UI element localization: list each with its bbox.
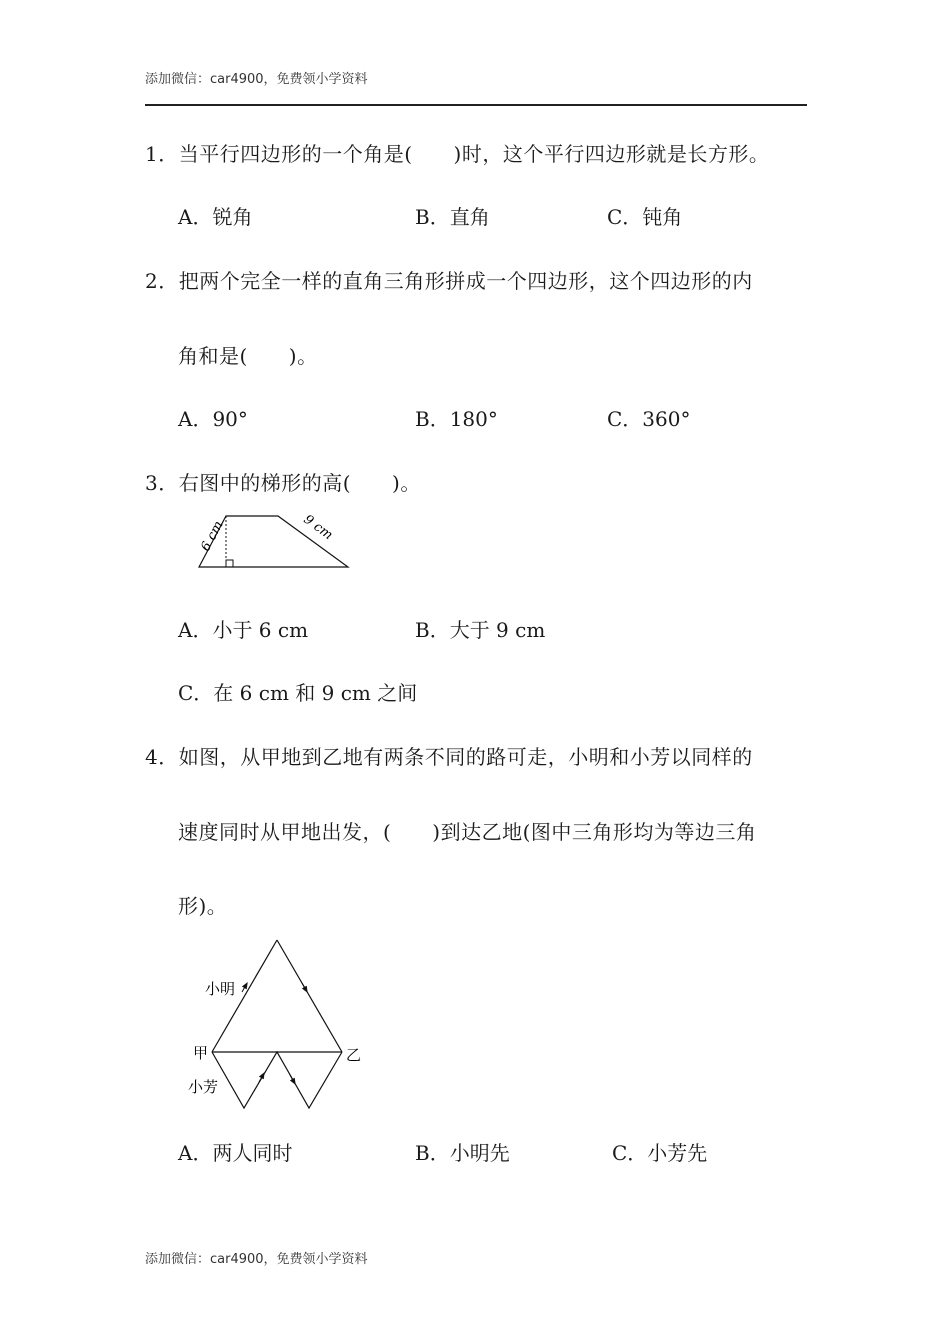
footer-watermark: 添加微信：car4900，免费领小学资料 — [145, 1252, 368, 1267]
right-angle-mark — [226, 560, 233, 567]
question-3-option-b[interactable]: B．大于 9 cm — [415, 618, 546, 642]
arrow-xiaoming-down — [302, 983, 306, 990]
arrow-xiaofang-up-1 — [259, 1075, 263, 1082]
question-1-stem: 1．当平行四边形的一个角是( )时，这个平行四边形就是长方形。 — [145, 142, 770, 166]
question-2-option-a[interactable]: A．90° — [178, 407, 248, 431]
question-4-option-a[interactable]: A．两人同时 — [178, 1141, 293, 1165]
label-jia: 甲 — [193, 1044, 209, 1062]
label-xiaofang: 小芳 — [188, 1078, 219, 1096]
question-3-option-a[interactable]: A．小于 6 cm — [178, 618, 309, 642]
arrow-xiaofang-down-2 — [290, 1075, 294, 1082]
question-2-stem-line-2: 角和是( )。 — [178, 344, 318, 368]
trapezoid-right-label: 9 cm — [300, 512, 336, 544]
question-4-option-b[interactable]: B．小明先 — [415, 1141, 510, 1165]
question-3-option-c[interactable]: C．在 6 cm 和 9 cm 之间 — [178, 681, 418, 705]
header-divider — [145, 104, 807, 106]
label-xiaoming: 小明 — [205, 980, 236, 998]
question-4-stem-line-1: 4．如图，从甲地到乙地有两条不同的路可走，小明和小芳以同样的 — [145, 745, 753, 769]
arrow-xiaoming-up — [242, 985, 246, 992]
question-4-option-c[interactable]: C．小芳先 — [612, 1141, 708, 1165]
question-4-stem-line-3: 形)。 — [178, 894, 228, 918]
question-1-option-b[interactable]: B．直角 — [415, 205, 490, 229]
question-3-stem: 3．右图中的梯形的高( )。 — [145, 471, 421, 495]
header-watermark: 添加微信：car4900，免费领小学资料 — [145, 72, 368, 87]
label-yi: 乙 — [346, 1046, 362, 1064]
question-2-option-c[interactable]: C．360° — [607, 407, 691, 431]
question-1-option-a[interactable]: A．锐角 — [178, 205, 253, 229]
question-4-stem-line-2: 速度同时从甲地出发，( )到达乙地(图中三角形均为等边三角 — [178, 820, 757, 844]
question-1-option-c[interactable]: C．钝角 — [607, 205, 683, 229]
question-2-stem-line-1: 2．把两个完全一样的直角三角形拼成一个四边形，这个四边形的内 — [145, 269, 753, 293]
route-figure — [180, 932, 370, 1114]
trapezoid-figure — [190, 508, 360, 574]
xiaoming-path-down — [277, 940, 342, 1052]
question-2-option-b[interactable]: B．180° — [415, 407, 498, 431]
xiaofang-path — [212, 1052, 342, 1108]
trapezoid-left-label: 6 cm — [198, 518, 227, 554]
